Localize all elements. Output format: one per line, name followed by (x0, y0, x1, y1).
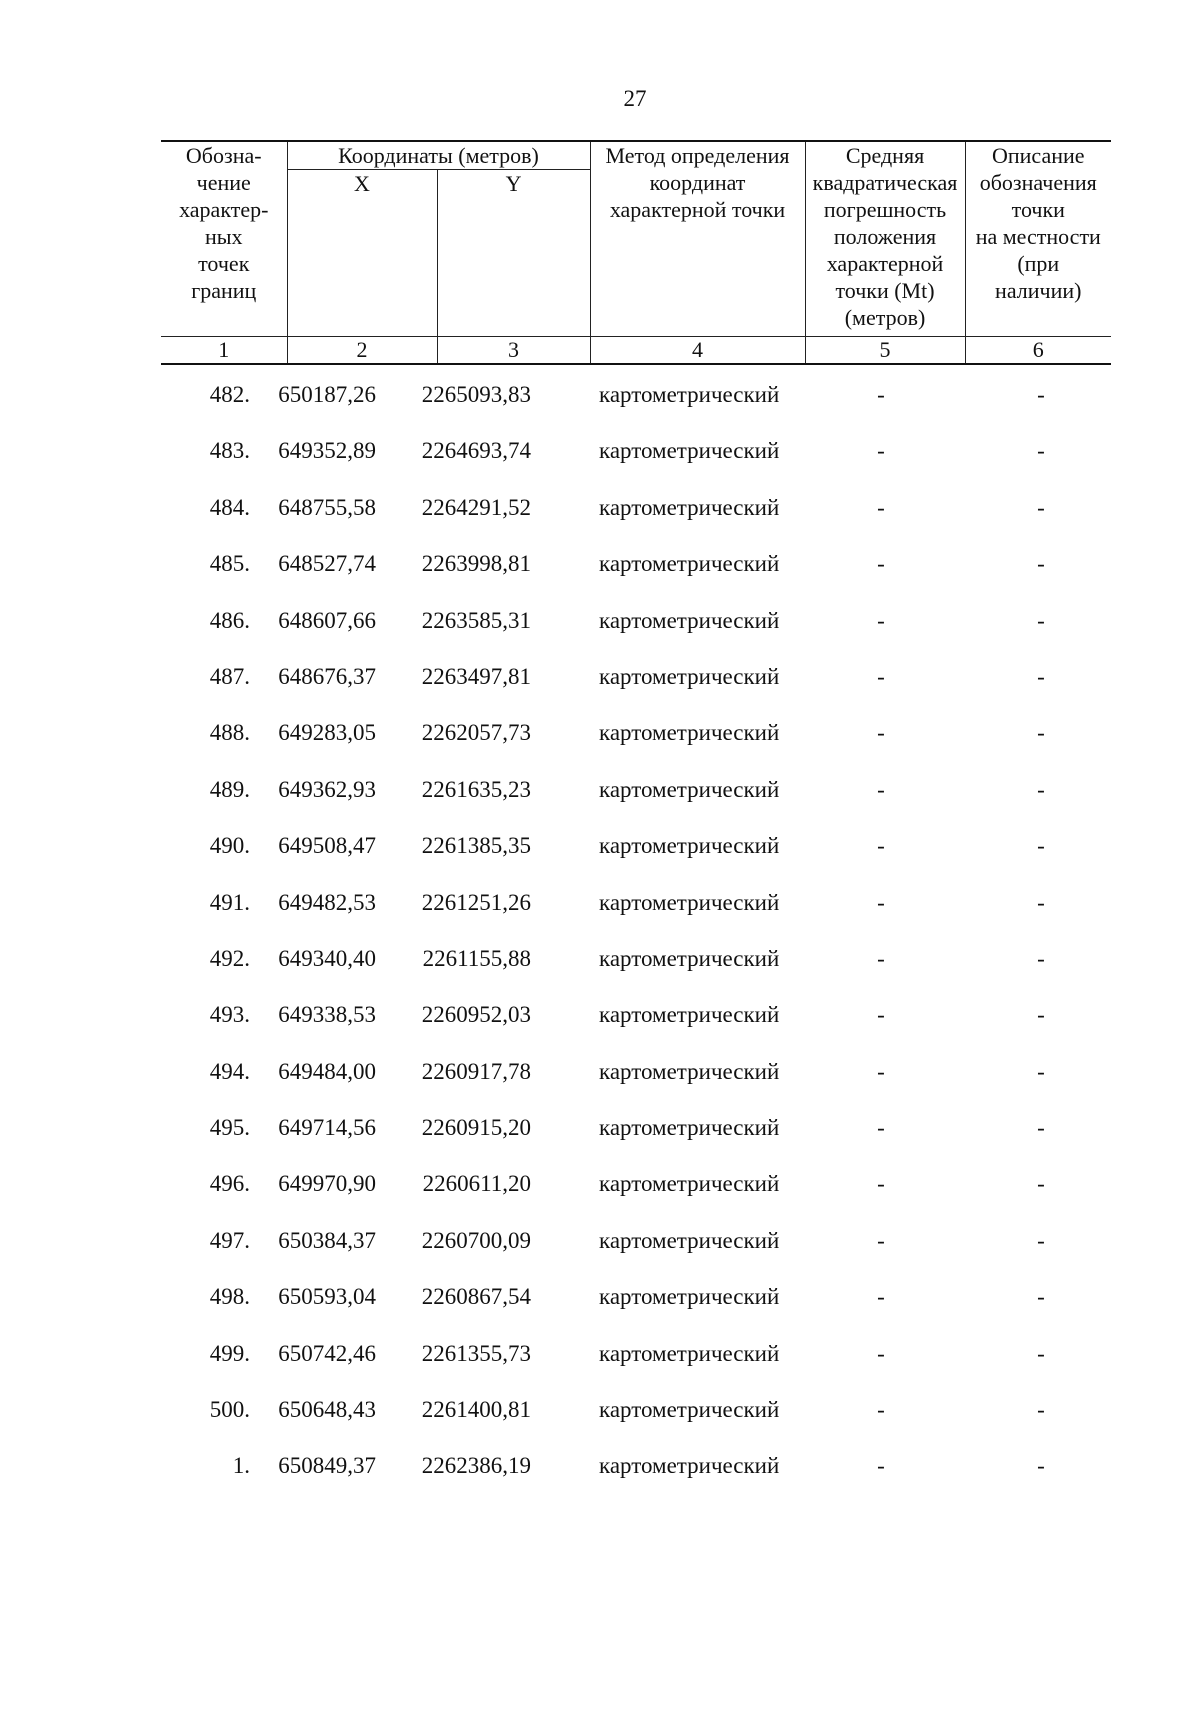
header-description: Описание обозначения точки на местности (при наличии) (965, 141, 1111, 337)
method: картометрический (599, 382, 780, 407)
coord-y: 2261155,88 (422, 945, 531, 971)
mean-error: - (877, 1340, 885, 1366)
point-id: 485. (209, 551, 250, 577)
table-row (161, 944, 1111, 1000)
coord-x: 649714,56 (278, 1115, 376, 1141)
table-row (161, 1057, 1111, 1113)
coord-y: 2261400,81 (421, 1397, 531, 1423)
column-number: 1 (161, 337, 287, 365)
method: картометрический (599, 438, 780, 464)
method: картометрический (599, 1115, 780, 1141)
method: картометрический (599, 776, 780, 802)
method: картометрический (599, 607, 780, 633)
method: картометрический (599, 663, 780, 689)
table-row (161, 831, 1111, 887)
table-row (161, 549, 1111, 605)
header-y: Y (437, 170, 590, 337)
point-description: - (1037, 663, 1045, 689)
coord-y: 2262386,19 (421, 1453, 531, 1479)
point-id: 489. (209, 776, 250, 802)
method: картометрический (599, 833, 780, 859)
point-id: 498. (209, 1284, 250, 1310)
table-row (161, 1451, 1111, 1507)
point-description: - (1037, 607, 1045, 633)
table-row (161, 718, 1111, 774)
coord-x: 650593,04 (278, 1284, 376, 1310)
table-row (161, 1000, 1111, 1056)
method: картометрический (599, 1284, 780, 1310)
column-number: 3 (437, 337, 590, 365)
header-x: X (287, 170, 437, 337)
method: картометрический (599, 945, 780, 971)
point-id: 490. (209, 833, 250, 859)
point-id: 484. (209, 494, 250, 520)
mean-error: - (877, 945, 885, 971)
mean-error: - (877, 1397, 885, 1423)
coord-y: 2260952,03 (421, 1002, 531, 1028)
coord-x: 650742,46 (278, 1340, 376, 1366)
point-id: 497. (209, 1227, 250, 1253)
coord-x: 648755,58 (278, 494, 376, 520)
method: картометрический (599, 1397, 780, 1423)
point-description: - (1037, 551, 1045, 577)
point-id: 492. (209, 945, 250, 971)
point-description: - (1037, 438, 1045, 464)
point-id: 494. (209, 1058, 250, 1084)
point-description: - (1037, 1453, 1045, 1479)
coord-y: 2263585,31 (421, 607, 531, 633)
coord-x: 650187,26 (278, 382, 376, 407)
coord-y: 2263998,81 (421, 551, 531, 577)
coord-y: 2260917,78 (421, 1058, 531, 1084)
mean-error: - (877, 1227, 885, 1253)
header-coordinates: Координаты (метров) (287, 141, 590, 170)
point-description: - (1037, 1058, 1045, 1084)
point-id: 486. (209, 607, 250, 633)
table-row (161, 775, 1111, 831)
header-mean-error: Средняя квадратическая погрешность положения характерной точки (Mt) (метров) (805, 141, 965, 337)
point-id: 488. (209, 720, 250, 746)
point-description: - (1037, 889, 1045, 915)
point-description: - (1037, 720, 1045, 746)
coord-y: 2264693,74 (421, 438, 531, 464)
point-id: 496. (209, 1171, 250, 1197)
table-row (161, 1169, 1111, 1225)
mean-error: - (877, 494, 885, 520)
point-id: 491. (209, 889, 250, 915)
point-description: - (1037, 494, 1045, 520)
point-description: - (1037, 1284, 1045, 1310)
table-row (161, 436, 1111, 492)
coord-x: 649508,47 (278, 833, 376, 859)
mean-error: - (877, 607, 885, 633)
column-number: 4 (590, 337, 805, 365)
mean-error: - (877, 438, 885, 464)
method: картометрический (599, 494, 780, 520)
header-method: Метод определения координат характерной точки (590, 141, 805, 337)
coord-x: 649283,05 (278, 720, 376, 746)
coord-y: 2261355,73 (421, 1340, 531, 1366)
coord-x: 649970,90 (278, 1171, 376, 1197)
method: картометрический (599, 1171, 780, 1197)
method: картометрический (599, 1227, 780, 1253)
header-point-designation: Обозна- чение характер- ных точек границ (161, 141, 287, 337)
point-description: - (1037, 1171, 1045, 1197)
method: картометрический (599, 720, 780, 746)
point-id: 487. (209, 663, 250, 689)
method: картометрический (599, 889, 780, 915)
point-description: - (1037, 945, 1045, 971)
coord-y: 2262057,73 (421, 720, 531, 746)
point-description: - (1037, 776, 1045, 802)
mean-error: - (877, 1171, 885, 1197)
column-number: 5 (805, 337, 965, 365)
coord-y: 2263497,81 (421, 663, 531, 689)
mean-error: - (877, 1002, 885, 1028)
coord-y: 2261251,26 (421, 889, 531, 915)
point-id: 495. (209, 1115, 250, 1141)
point-id: 482. (209, 382, 250, 407)
mean-error: - (877, 776, 885, 802)
point-description: - (1037, 1002, 1045, 1028)
coord-x: 650849,37 (278, 1453, 376, 1479)
mean-error: - (877, 1453, 885, 1479)
table-row (161, 888, 1111, 944)
coord-y: 2260867,54 (421, 1284, 531, 1310)
point-id: 500. (209, 1397, 250, 1423)
coord-x: 649484,00 (278, 1058, 376, 1084)
table-row (161, 1339, 1111, 1395)
mean-error: - (877, 551, 885, 577)
coord-y: 2260915,20 (421, 1115, 531, 1141)
point-description: - (1037, 1227, 1045, 1253)
table-row (161, 662, 1111, 718)
mean-error: - (877, 663, 885, 689)
table-header (161, 140, 1111, 365)
coord-y: 2261385,35 (421, 833, 531, 859)
table-row (161, 1395, 1111, 1451)
coord-x: 649482,53 (278, 889, 376, 915)
coord-y: 2264291,52 (421, 494, 531, 520)
point-id: 483. (209, 438, 250, 464)
table-row (161, 1113, 1111, 1169)
coord-x: 649362,93 (278, 776, 376, 802)
table-body (161, 380, 1111, 1508)
point-description: - (1037, 382, 1045, 407)
coord-x: 649338,53 (278, 1002, 376, 1028)
page-number: 27 (623, 86, 647, 111)
point-id: 499. (209, 1340, 250, 1366)
point-description: - (1037, 1397, 1045, 1423)
coord-x: 649340,40 (278, 945, 376, 971)
coord-x: 650648,43 (278, 1397, 376, 1423)
method: картометрический (599, 1058, 780, 1084)
coord-y: 2260611,20 (422, 1171, 531, 1197)
coord-x: 648676,37 (278, 663, 376, 689)
mean-error: - (877, 833, 885, 859)
method: картометрический (599, 1340, 780, 1366)
coord-x: 648607,66 (278, 607, 376, 633)
coord-y: 2265093,83 (421, 382, 531, 407)
coord-y: 2261635,23 (421, 776, 531, 802)
coord-x: 648527,74 (278, 551, 376, 577)
column-number: 6 (965, 337, 1111, 365)
table-row (161, 606, 1111, 662)
column-number: 2 (287, 337, 437, 365)
mean-error: - (877, 1115, 885, 1141)
mean-error: - (877, 1284, 885, 1310)
table-row (161, 493, 1111, 549)
mean-error: - (877, 720, 885, 746)
table-row (161, 1226, 1111, 1282)
point-description: - (1037, 1115, 1045, 1141)
coord-y: 2260700,09 (421, 1227, 531, 1253)
point-id: 1. (232, 1453, 250, 1479)
mean-error: - (877, 1058, 885, 1084)
method: картометрический (599, 551, 780, 577)
point-description: - (1037, 833, 1045, 859)
method: картометрический (599, 1453, 780, 1479)
coord-x: 650384,37 (278, 1227, 376, 1253)
table-row (161, 380, 1111, 436)
point-description: - (1037, 1340, 1045, 1366)
table-row (161, 1282, 1111, 1338)
mean-error: - (877, 382, 885, 407)
method: картометрический (599, 1002, 780, 1028)
point-id: 493. (209, 1002, 250, 1028)
coord-x: 649352,89 (278, 438, 376, 464)
mean-error: - (877, 889, 885, 915)
